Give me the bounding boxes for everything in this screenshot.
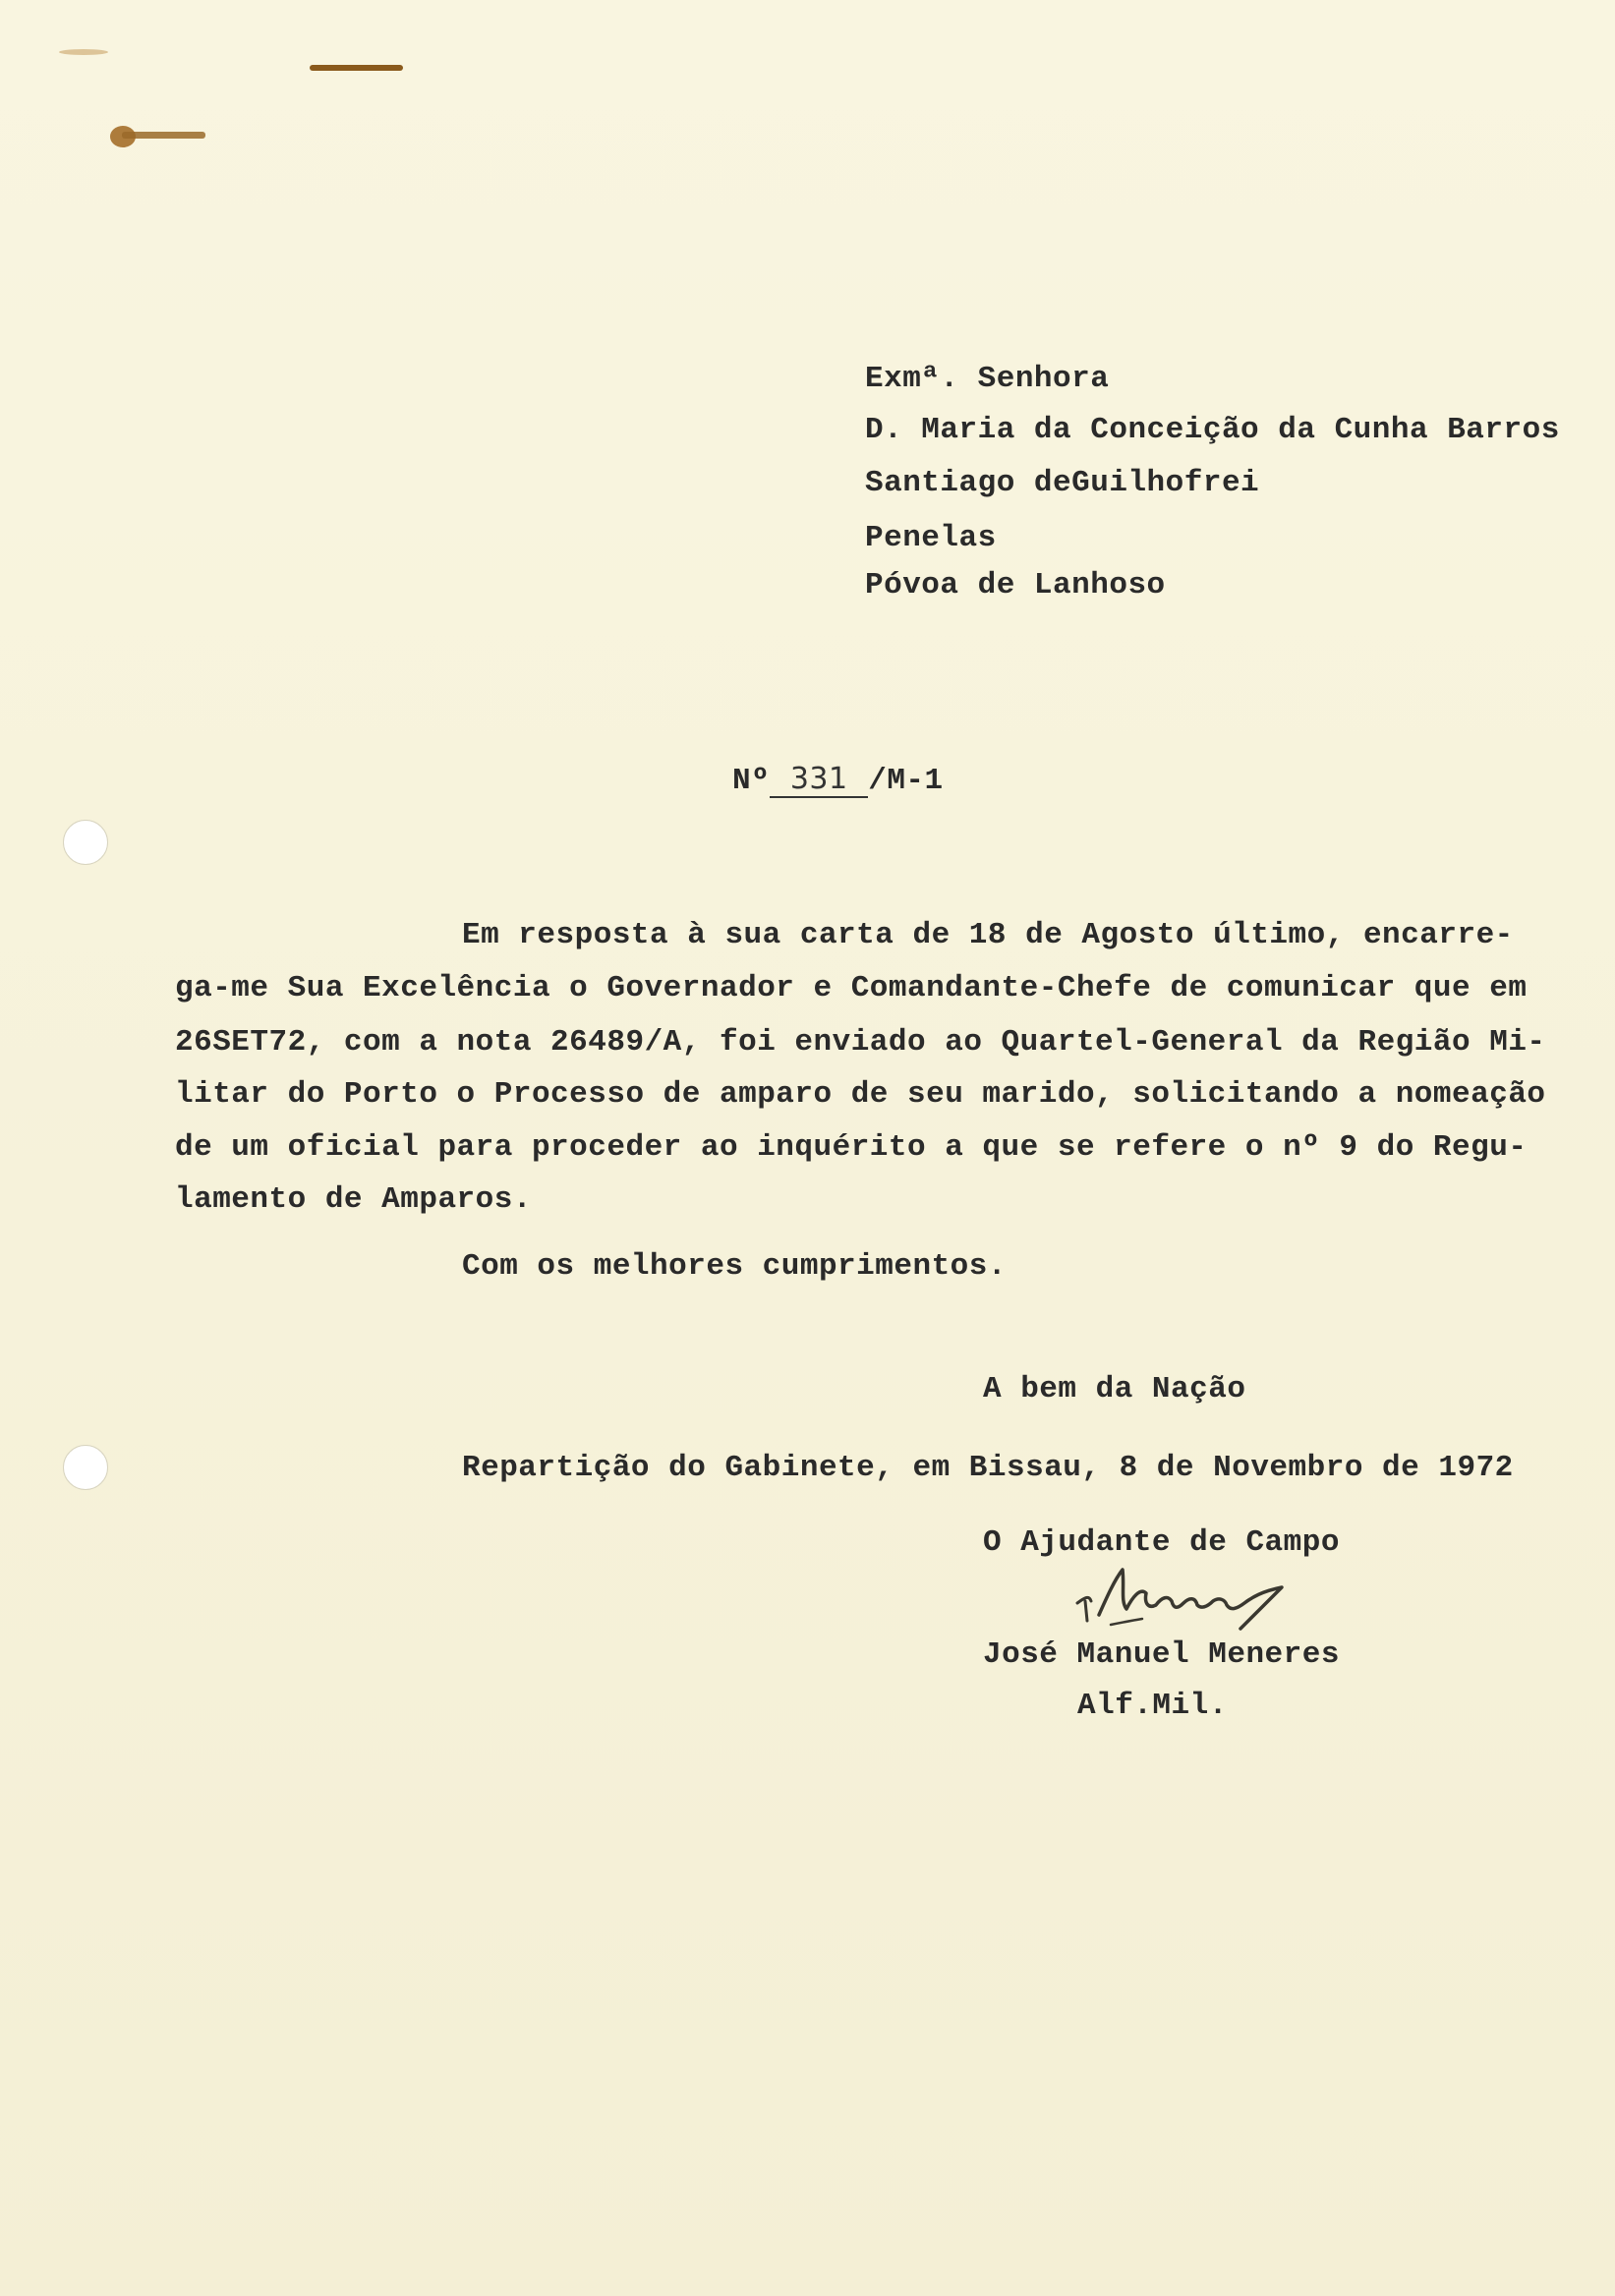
staple-rust-mark <box>122 132 205 139</box>
reference-handwritten-number <box>770 762 868 798</box>
motto: A bem da Nação <box>983 1372 1246 1406</box>
recipient-address-line3: Póvoa de Lanhoso <box>865 568 1166 603</box>
recipient-address-line1: Santiago deGuilhofrei <box>865 466 1260 500</box>
recipient-salutation: Exmª. Senhora <box>865 362 1110 396</box>
recipient-address-line2: Penelas <box>865 521 997 555</box>
reference-suffix: /M-1 <box>868 764 944 798</box>
body-line-5: de um oficial para proceder ao inquérito a que se refere o nº 9 do Regu- <box>175 1130 1528 1165</box>
punch-hole <box>63 820 108 865</box>
place-and-date: Repartição do Gabinete, em Bissau, 8 de Novembro de 1972 <box>462 1451 1514 1485</box>
punch-hole <box>63 1445 108 1490</box>
body-line-2: ga-me Sua Excelência o Governador e Comandante-Chefe de comunicar que em <box>175 971 1528 1005</box>
body-line-4: litar do Porto o Processo de amparo de seu marido, solicitando a nomeação <box>175 1077 1546 1112</box>
staple-rust-mark <box>59 49 108 55</box>
signer-rank: Alf.Mil. <box>1077 1689 1228 1723</box>
signer-name: José Manuel Meneres <box>983 1637 1340 1672</box>
staple-rust-mark <box>310 65 403 71</box>
body-line-1: Em resposta à sua carta de 18 de Agosto último, encarre- <box>462 918 1514 952</box>
reference-number-value: 331 <box>789 762 848 796</box>
signer-role: O Ajudante de Campo <box>983 1525 1340 1560</box>
body-line-3: 26SET72, com a nota 26489/A, foi enviado ao Quartel-General da Região Mi- <box>175 1025 1546 1060</box>
recipient-name: D. Maria da Conceição da Cunha Barros <box>865 413 1560 447</box>
closing-greeting: Com os melhores cumprimentos. <box>462 1249 1007 1284</box>
body-line-6: lamento de Amparos. <box>175 1182 532 1217</box>
handwritten-signature <box>1071 1558 1327 1636</box>
reference-prefix: Nº <box>732 764 771 798</box>
reference-number <box>732 762 944 798</box>
